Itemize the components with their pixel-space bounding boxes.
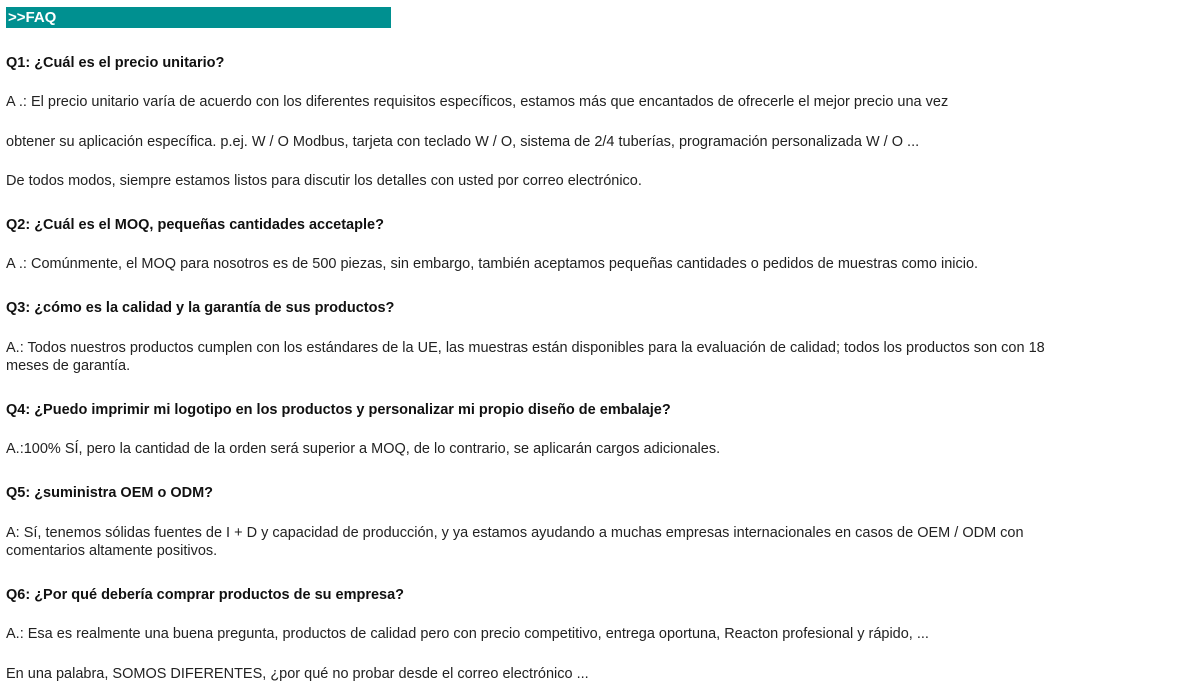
faq-answer-line: A.: Todos nuestros productos cumplen con los estándares de la UE, las muestras están disponibles para la evaluación de calidad; todos los productos son con 18 meses de garantía. [6,339,1045,374]
faq-question: Q1: ¿Cuál es el precio unitario? [6,55,225,71]
faq-header-title: >>FAQ [8,9,57,26]
faq-question: Q5: ¿suministra OEM o ODM? [6,485,214,502]
faq-answer-line: A: Sí, tenemos sólidas fuentes de I + D y capacidad de producción, y ya estamos ayudando a muchas empresas internacionales en casos de OEM / ODM con comentarios altamente positivos. [6,524,1024,559]
faq-item [6,217,1194,274]
faq-question: Q6: ¿Por qué debería comprar productos de su empresa? [6,587,405,604]
faq-content [0,55,1200,683]
faq-question: Q3: ¿cómo es la calidad y la garantía de sus productos? [6,300,395,317]
faq-item [6,485,1194,560]
faq-answer-line: De todos modos, siempre estamos listos para discutir los detalles con usted por correo electrónico. [6,172,642,189]
faq-item [6,55,1194,190]
faq-answer-line: En una palabra, SOMOS DIFERENTES, ¿por qué no probar desde el correo electrónico ... [6,665,589,682]
faq-item [6,300,1194,375]
faq-answer-line: A .: El precio unitario varía de acuerdo con los diferentes requisitos específicos, estamos más que encantados de ofrecerle el mejor precio una vez [6,94,949,111]
faq-answer-line: A.: Esa es realmente una buena pregunta, productos de calidad pero con precio competitivo, entrega oportuna, Reacton profesional y rápido, ... [6,626,929,643]
faq-answer-line: obtener su aplicación específica. p.ej. W / O Modbus, tarjeta con teclado W / O, sistema de 2/4 tuberías, programación personalizada W / O ... [6,133,920,150]
faq-header-banner [6,7,391,28]
faq-answer-line: A .: Comúnmente, el MOQ para nosotros es de 500 piezas, sin embargo, también aceptamos pequeñas cantidades o pedidos de muestras como inicio. [6,256,979,273]
faq-page [0,7,1200,682]
faq-question: Q4: ¿Puedo imprimir mi logotipo en los productos y personalizar mi propio diseño de embalaje? [6,401,671,418]
faq-answer-line: A.:100% SÍ, pero la cantidad de la orden será superior a MOQ, de lo contrario, se aplicarán cargos adicionales. [6,441,721,458]
faq-item [6,402,1194,459]
faq-question: Q2: ¿Cuál es el MOQ, pequeñas cantidades accetaple? [6,216,384,233]
faq-item [6,587,1194,683]
